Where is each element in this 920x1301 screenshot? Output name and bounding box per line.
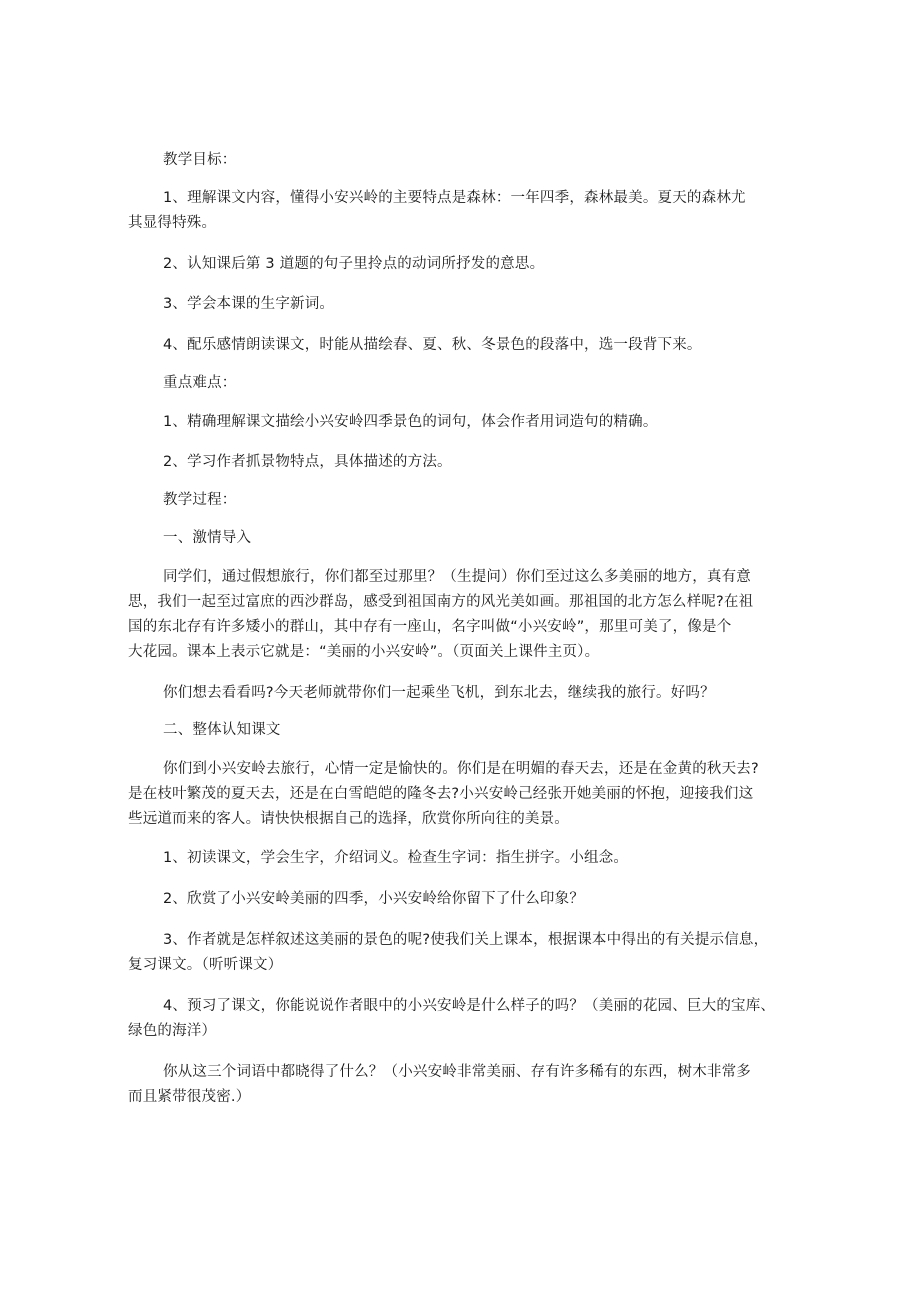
objectives-heading: 教学目标： [163,152,237,168]
objective-2: 2、认知课后第 3 道题的句子里拎点的动词所抒发的意思。 [163,256,545,272]
section-1-para-1-line-1: 同学们，通过假想旅行，你们都至过那里？（生提问）你们至过这么多美丽的地方，真有意 [163,569,751,585]
section-1-title: 一、激情导入 [163,530,252,546]
process-heading: 教学过程： [163,492,237,508]
difficulty-1: 1、精确理解课文描绘小兴安岭四季景色的词句，体会作者用词造句的精确。 [163,414,658,430]
section-2-step-4-line-2: 绿色的海洋） [128,1023,217,1039]
section-2-intro-line-2: 是在枝叶繁茂的夏天去，还是在白雪皑皑的隆冬去?小兴安岭己经张开她美丽的怀抱，迎接我们这 [128,786,754,802]
section-2-title: 二、整体认知课文 [163,722,281,738]
section-2-question-line-1: 你从这三个词语中都晓得了什么？（小兴安岭非常美丽、存有许多稀有的东西，树木非常多 [163,1064,751,1080]
section-2-question-line-2: 而且紧带很茂密.） [128,1089,251,1105]
section-1-para-1-line-2: 思，我们一起至过富庶的西沙群岛，感受到祖国南方的风光美如画。那祖国的北方怎么样呢?在祖 [128,594,754,610]
section-2-step-4-line-1: 4、预习了课文，你能说说作者眼中的小兴安岭是什么样子的吗？（美丽的花园、巨大的宝库、 [163,998,776,1014]
objective-3: 3、学会本课的生字新词。 [163,296,335,312]
difficulty-2: 2、学习作者抓景物特点，具体描述的方法。 [163,454,452,470]
section-2-step-3-line-2: 复习课文。（听听课文） [128,957,283,973]
section-2-step-3-line-1: 3、作者就是怎样叙述这美丽的景色的呢?使我们关上课本，根据课本中得出的有关提示信息， [163,932,769,948]
objective-1-line-1: 1、理解课文内容，懂得小安兴岭的主要特点是森林：一年四季，森林最美。夏天的森林尤 [163,190,746,206]
section-2-step-2: 2、欣赏了小兴安岭美丽的四季，小兴安岭给你留下了什么印象？ [163,891,585,907]
difficulty-heading: 重点难点： [163,375,237,391]
section-2-intro-line-3: 些远道而来的客人。请快快根据自己的选择，欣赏你所向往的美景。 [128,811,569,827]
section-1-para-2: 你们想去看看吗?今天老师就带你们一起乘坐飞机，到东北去，继续我的旅行。好吗？ [163,685,715,701]
objective-1-line-2: 其显得特殊。 [128,215,217,231]
objective-4: 4、配乐感情朗读课文，时能从描绘春、夏、秋、冬景色的段落中，选一段背下来。 [163,337,702,353]
section-1-para-1-line-3: 国的东北存有许多矮小的群山，其中存有一座山，名字叫做“小兴安岭”，那里可美了，像是个 [128,619,732,635]
section-2-intro-line-1: 你们到小兴安岭去旅行，心情一定是愉快的。你们是在明媚的春天去，还是在金黄的秋天去? [163,761,759,777]
section-2-step-1: 1、初读课文，学会生字，介绍词义。检查生字词：指生拼字。小组念。 [163,850,629,866]
section-1-para-1-line-4: 大花园。课本上表示它就是：“美丽的小兴安岭”。（页面关上课件主页）。 [128,644,600,660]
